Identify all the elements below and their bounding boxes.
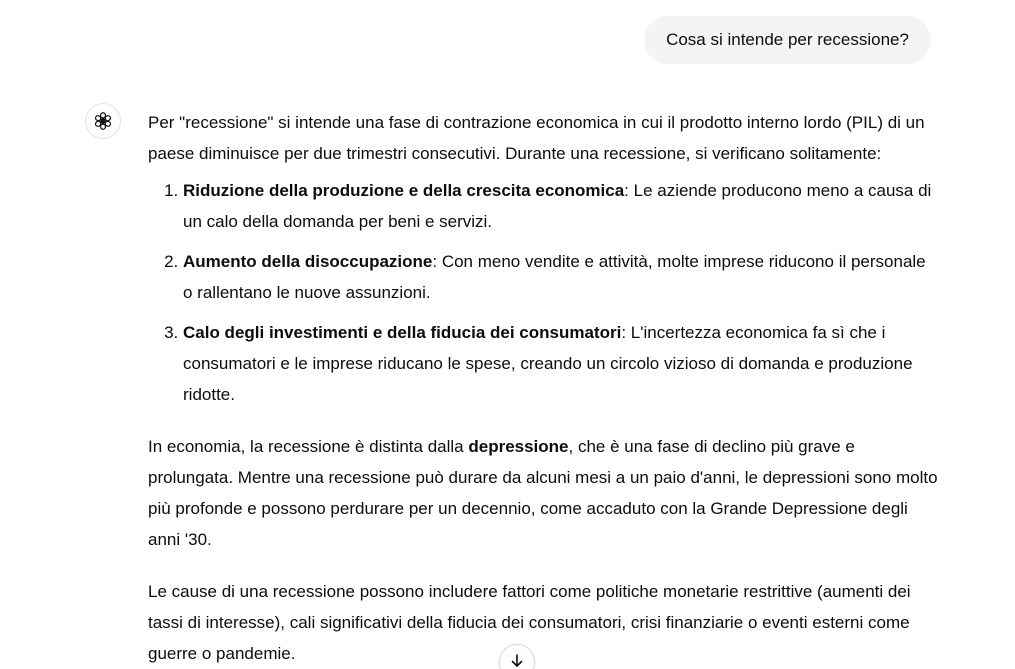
list-item-text: : Le aziende producono meno a causa di un calo della domanda per beni e servizi. xyxy=(183,181,932,231)
list-item-text: : Con meno vendite e attività, molte imprese riducono il personale o rallentano le nuove assunzioni. xyxy=(183,252,926,302)
arrow-down-icon xyxy=(509,653,525,669)
list-item xyxy=(183,175,938,237)
list-item-title: Calo degli investimenti e della fiducia dei consumatori xyxy=(183,323,622,342)
list-item xyxy=(183,317,938,410)
paragraph-text: , che è una fase di declino più grave e prolungata. Mentre una recessione può durare da alcuni mesi a un paio d'anni, le depressioni sono molto più profonde e possono perdurare per un decennio, come accaduto con la Grande Depressione degli anni '30. xyxy=(148,437,938,549)
answer-paragraph-causes: Le cause di una recessione possono includere fattori come politiche monetarie restrittive (aumenti dei tassi di interesse), cali significativi della fiducia dei consumatori, crisi finanziarie o eventi esterni come guerre o pandemie. xyxy=(148,582,911,663)
answer-paragraph-depression xyxy=(148,431,938,555)
user-message-text: Cosa si intende per recessione? xyxy=(666,30,909,49)
user-message-bubble xyxy=(644,16,931,64)
list-item-title: Aumento della disoccupazione xyxy=(183,252,433,271)
list-item xyxy=(183,246,938,308)
paragraph-text: In economia, la recessione è distinta dalla xyxy=(148,437,469,456)
list-item-text: : L'incertezza economica fa sì che i consumatori e le imprese riducano le spese, creando un circolo vizioso di domanda e produzione ridotte. xyxy=(183,323,913,404)
answer-list xyxy=(148,175,938,410)
answer-intro: Per "recessione" si intende una fase di contrazione economica in cui il prodotto interno lordo (PIL) di un paese diminuisce per due trimestri consecutivi. Durante una recessione, si verificano solitamente: xyxy=(148,113,925,163)
paragraph-bold-term: depressione xyxy=(468,437,569,456)
list-item-title: Riduzione della produzione e della crescita economica xyxy=(183,181,625,200)
assistant-message xyxy=(148,107,938,669)
assistant-avatar xyxy=(85,103,121,139)
openai-logo-icon xyxy=(92,110,114,132)
